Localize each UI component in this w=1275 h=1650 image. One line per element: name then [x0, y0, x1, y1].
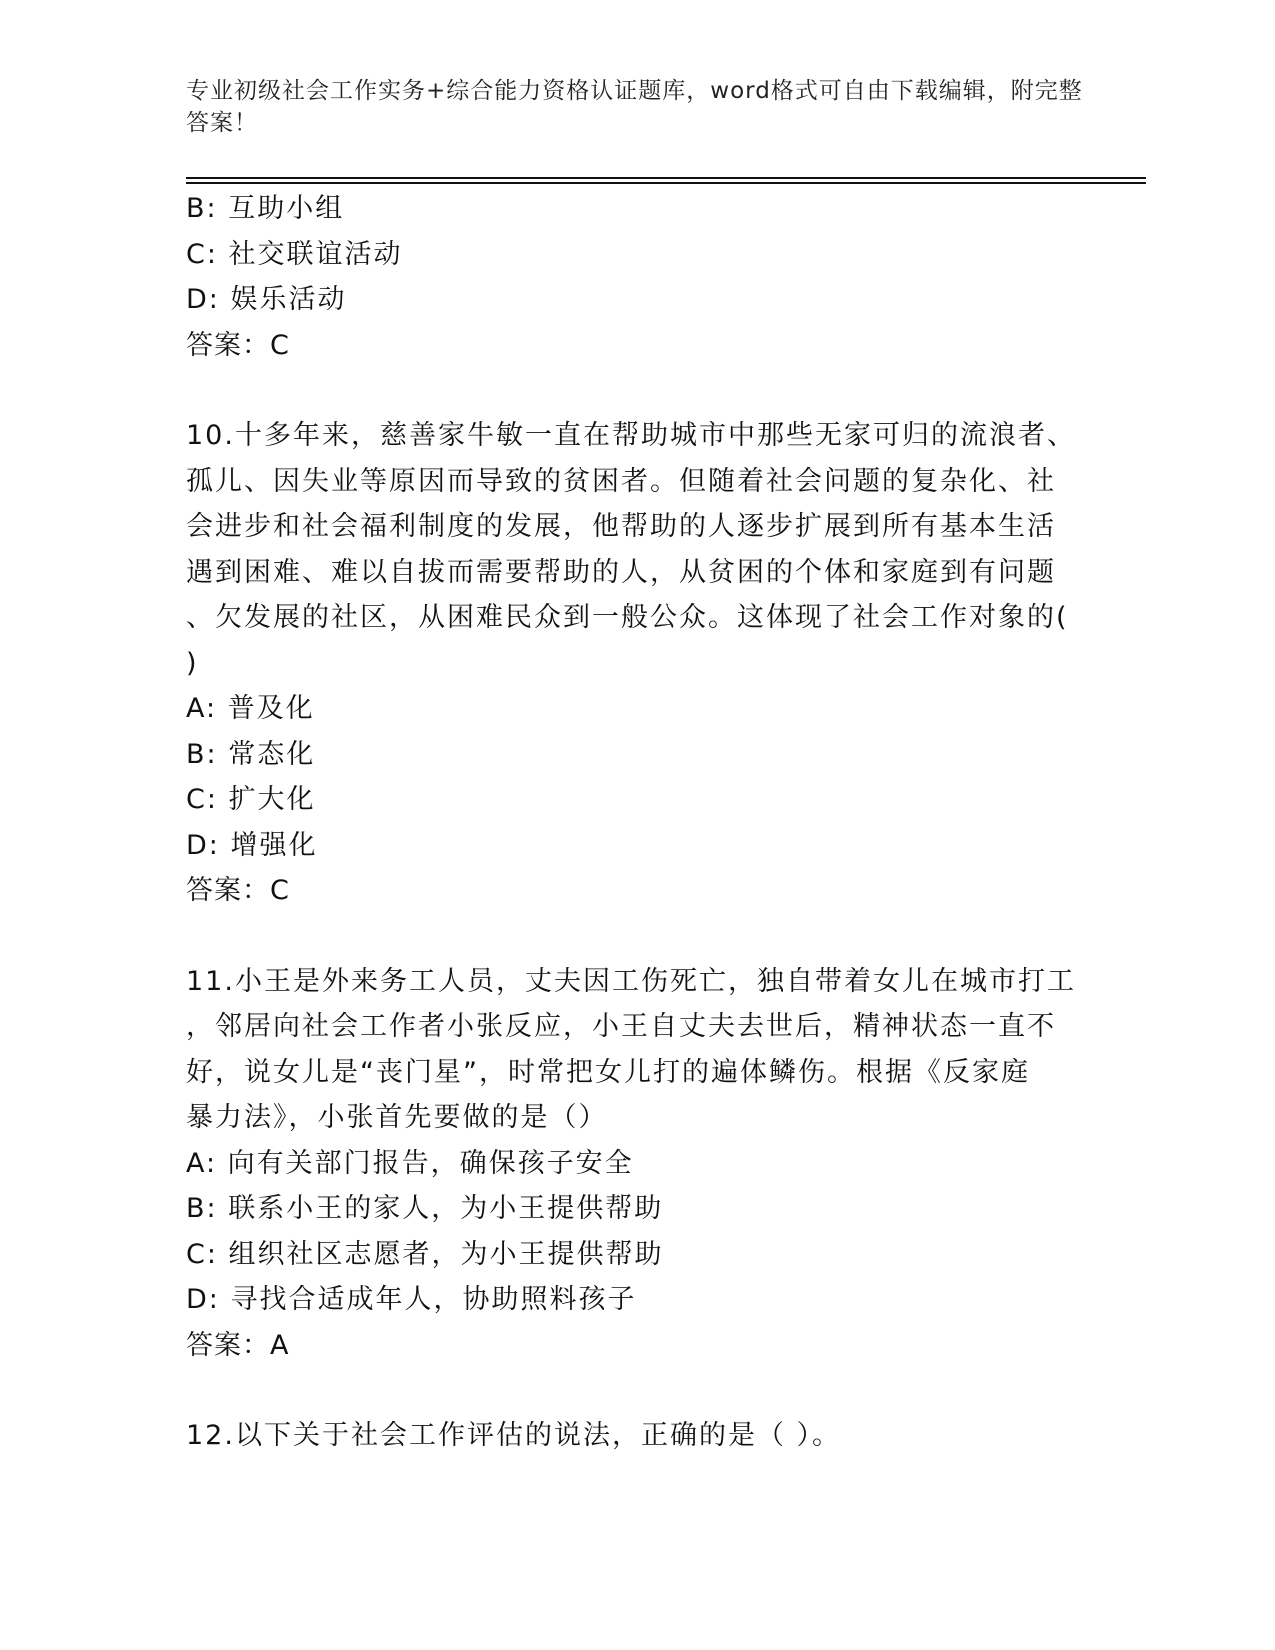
option-d: D: 娱乐活动 — [186, 284, 347, 315]
answer-line: 答案：A — [186, 1329, 290, 1361]
option-c: C: 组织社区志愿者，为小王提供帮助 — [186, 1238, 664, 1270]
question-body — [186, 186, 1086, 1459]
question-line: 、欠发展的社区，从困难民众到一般公众。这体现了社会工作对象的( — [186, 602, 1069, 633]
question-line: 遇到困难、难以自拔而需要帮助的人，从贫困的个体和家庭到有问题 — [186, 556, 1056, 588]
question-10-text — [186, 413, 1086, 686]
question-line: 12.以下关于社会工作评估的说法，正确的是（ ）。 — [186, 1420, 842, 1451]
question-line: 11.小王是外来务工人员，丈夫因工伤死亡，独自带着女儿在城市打工 — [186, 965, 1076, 997]
question-line: 暴力法》，小张首先要做的是（） — [186, 1102, 608, 1133]
option-a: A: 向有关部门报告，确保孩子安全 — [186, 1147, 634, 1179]
option-c: C: 社交联谊活动 — [186, 238, 403, 270]
prev-question-options — [186, 186, 1086, 323]
answer-line: 答案：C — [186, 875, 290, 906]
option-d: D: 寻找合适成年人，协助照料孩子 — [186, 1284, 637, 1315]
spacer — [186, 914, 1086, 959]
question-line: 好，说女儿是“丧门星”，时常把女儿打的遍体鳞伤。根据《反家庭 — [186, 1056, 1030, 1088]
header-rule-top — [186, 177, 1146, 179]
option-b: B: 联系小王的家人，为小王提供帮助 — [186, 1193, 664, 1224]
question-12-text — [186, 1413, 1086, 1459]
header-rule-bottom — [186, 182, 1146, 184]
spacer — [186, 1368, 1086, 1413]
option-c: C: 扩大化 — [186, 784, 316, 815]
page-header: 专业初级社会工作实务+综合能力资格认证题库，word格式可自由下载编辑，附完整答案！ — [186, 78, 1083, 136]
question-line: ) — [186, 647, 199, 679]
question-line: 10.十多年来，慈善家牛敏一直在帮助城市中那些无家可归的流浪者、 — [186, 420, 1076, 451]
question-line: 孤儿、因失业等原因而导致的贫困者。但随着社会问题的复杂化、社 — [186, 465, 1056, 497]
option-b: B: 互助小组 — [186, 193, 345, 224]
option-d: D: 增强化 — [186, 829, 318, 861]
option-b: B: 常态化 — [186, 738, 316, 770]
answer-line: 答案：C — [186, 329, 290, 361]
option-a: A: 普及化 — [186, 693, 315, 724]
spacer — [186, 368, 1086, 413]
question-11-text — [186, 959, 1086, 1141]
question-line: 会进步和社会福利制度的发展，他帮助的人逐步扩展到所有基本生活 — [186, 511, 1056, 542]
question-line: ，邻居向社会工作者小张反应，小王自丈夫去世后，精神状态一直不 — [186, 1011, 1056, 1042]
